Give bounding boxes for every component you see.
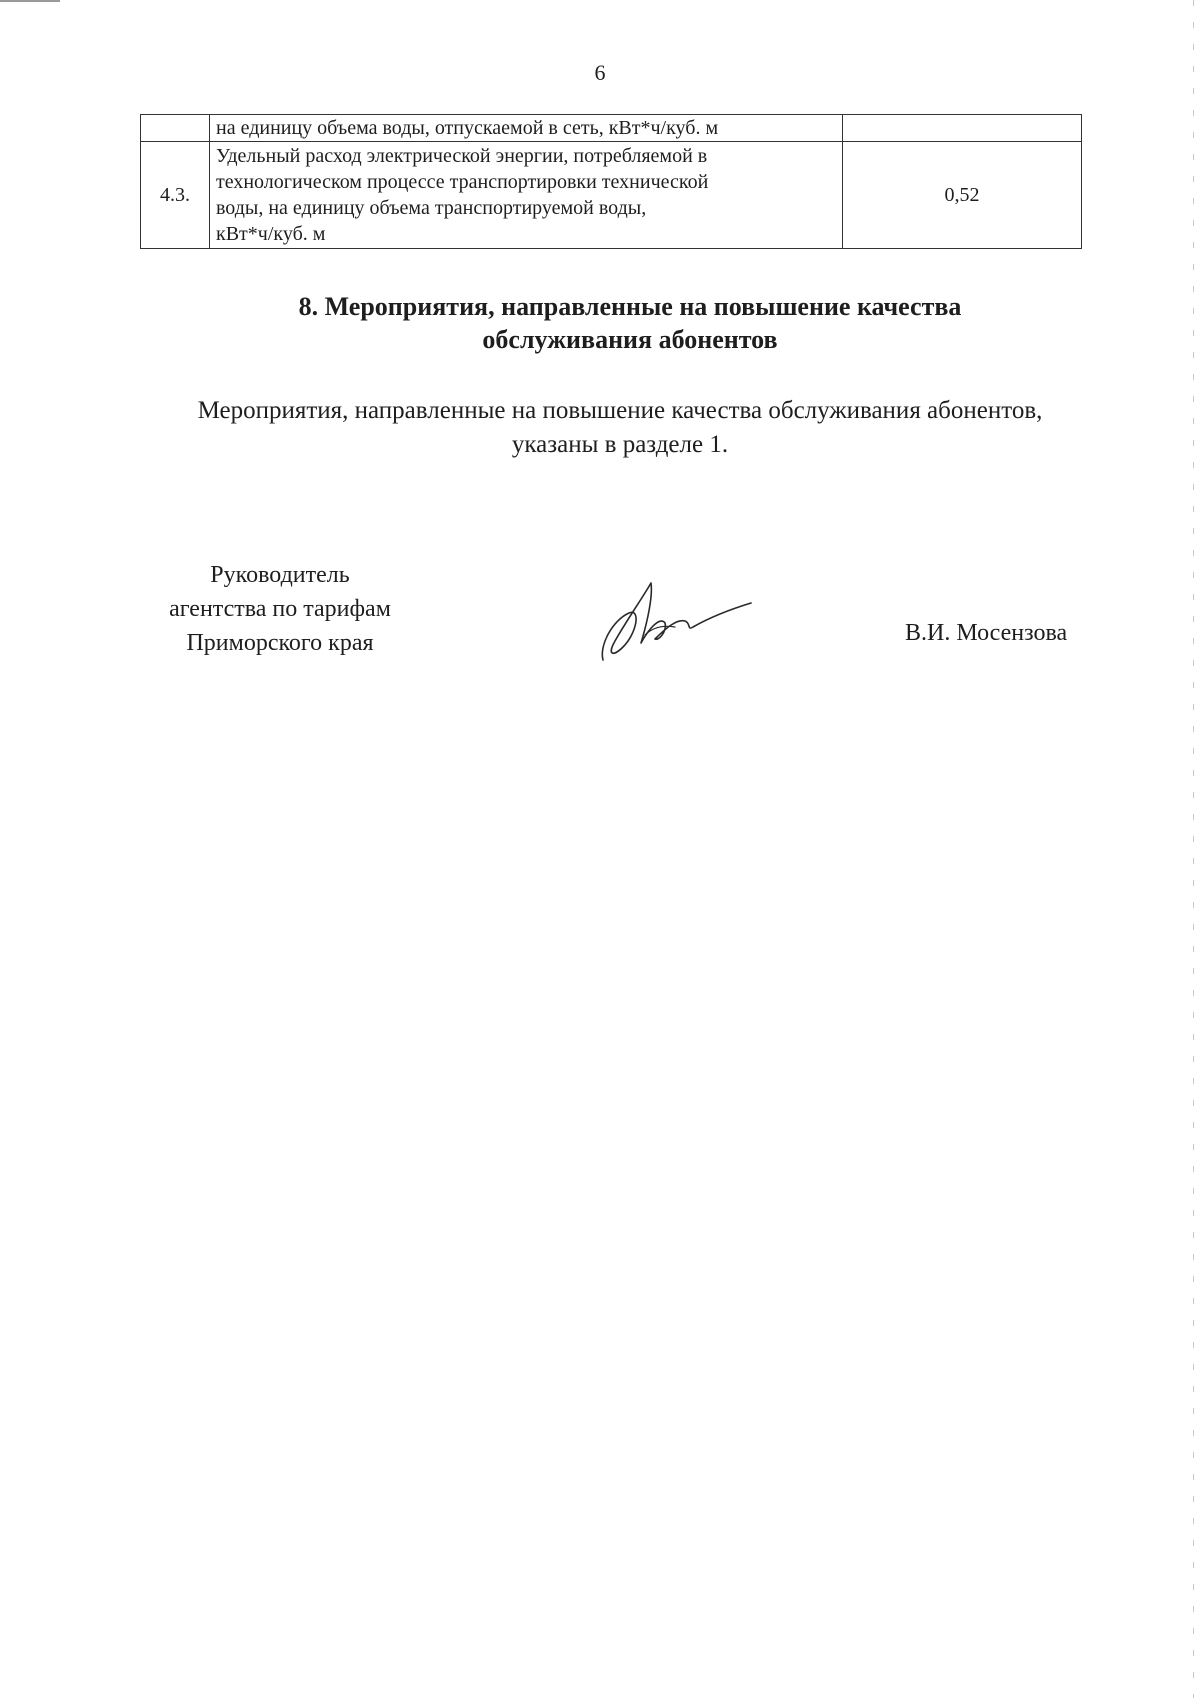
page-number: 6 bbox=[594, 60, 606, 85]
heading-line: обслуживания абонентов bbox=[482, 325, 778, 354]
signer-title-line: агентства по тарифам bbox=[169, 596, 391, 622]
signer-title bbox=[130, 558, 430, 660]
description-line: Удельный расход электрической энергии, потребляемой в bbox=[216, 145, 708, 167]
description-line: кВт*ч/куб. м bbox=[216, 223, 326, 245]
scan-edge-mark bbox=[0, 0, 60, 2]
signer-name: В.И. Мосензова bbox=[905, 620, 1068, 646]
description-line: воды, на единицу объема транспортируемой воды, bbox=[216, 197, 647, 219]
row-number-cell: 4.3. bbox=[141, 142, 210, 249]
scan-edge-dots bbox=[1193, 0, 1194, 1698]
row-description-cell: на единицу объема воды, отпускаемой в сеть, кВт*ч/куб. м bbox=[210, 115, 843, 142]
row-value-cell: 0,52 bbox=[843, 142, 1082, 249]
section-body bbox=[140, 394, 1100, 462]
signer-title-line: Приморского края bbox=[186, 630, 374, 656]
table-row bbox=[141, 115, 1082, 142]
row-number-cell bbox=[141, 115, 210, 142]
row-description-cell bbox=[210, 142, 843, 249]
signer-title-line: Руководитель bbox=[210, 562, 350, 588]
handwritten-signature bbox=[595, 575, 755, 670]
table-row bbox=[141, 142, 1082, 249]
row-value-cell bbox=[843, 115, 1082, 142]
indicators-table bbox=[140, 114, 1082, 249]
section-heading bbox=[0, 290, 1200, 356]
body-line: указаны в разделе 1. bbox=[511, 431, 729, 458]
body-line: Мероприятия, направленные на повышение качества обслуживания абонентов, bbox=[197, 397, 1043, 424]
heading-line: 8. Мероприятия, направленные на повышение качества bbox=[298, 292, 962, 321]
description-line: технологическом процессе транспортировки технической bbox=[216, 171, 709, 193]
